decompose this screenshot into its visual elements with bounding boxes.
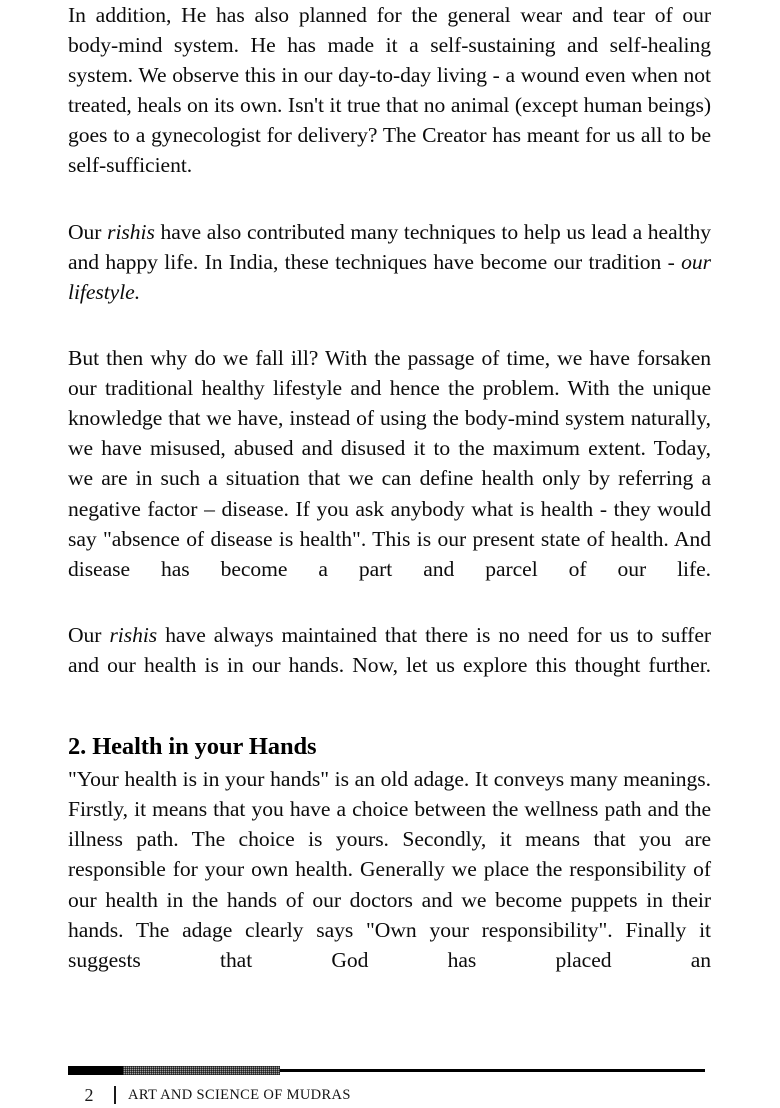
book-title: ART AND SCIENCE OF MUDRAS [128, 1087, 351, 1103]
page-number: 2 [84, 1085, 94, 1105]
body-paragraph: But then why do we fall ill? With the passage of time, we have forsaken our traditional healthy lifestyle and hence the problem. With the unique knowledge that we have, instead of using the body-mind system naturally, we have misused, abused and disused it to the maximum extent. Today, we are in such a situation that we can define health only by referring a negative factor – disease. If you ask anybody what is health - they would say "absence of disease is health". This is our present state of health. And disease has become a part and parcel of our life. [68, 346, 711, 581]
body-paragraph: Our rishis have always maintained that there is no need for us to suffer and our health is in our hands. Now, let us explore this thought further. [68, 622, 711, 677]
page-content [68, 0, 711, 1011]
footer-rule [68, 1064, 711, 1078]
body-paragraph: Our rishis have also contributed many techniques to help us lead a healthy and happy life. In India, these techniques have become our tradition - our lifestyle. [68, 219, 712, 304]
body-paragraph: In addition, He has also planned for the general wear and tear of our body-mind system. He has made it a self-sustaining and self-healing system. We observe this in our day-to-day living - a wound even when not treated, heals on its own. Isn't it true that no animal (except human beings) goes to a gynecologist for delivery? The Creator has meant for us all to be self-sufficient. [68, 3, 711, 178]
footer-text-row [68, 1084, 711, 1106]
italic-phrase: rishis [107, 219, 155, 244]
page-footer [68, 1064, 711, 1106]
body-paragraph: "Your health is in your hands" is an old adage. It conveys many meanings. Firstly, it means that you have a choice between the wellness path and the illness path. The choice is yours. Secondly, it means that you are responsible for your own health. Generally we place the responsibility of our health in the hands of our doctors and we become puppets in their hands. The adage clearly says "Own your responsibility". Finally it suggests that God has placed an [68, 767, 711, 972]
section-heading: 2. Health in your Hands [68, 733, 317, 761]
footer-divider [114, 1086, 116, 1104]
italic-phrase: our lifestyle. [68, 249, 711, 304]
footer-rule-solid-block [68, 1066, 123, 1075]
italic-phrase: rishis [109, 622, 158, 647]
footer-rule-textured-block [123, 1066, 280, 1075]
footer-rule-thin-line [280, 1069, 705, 1072]
